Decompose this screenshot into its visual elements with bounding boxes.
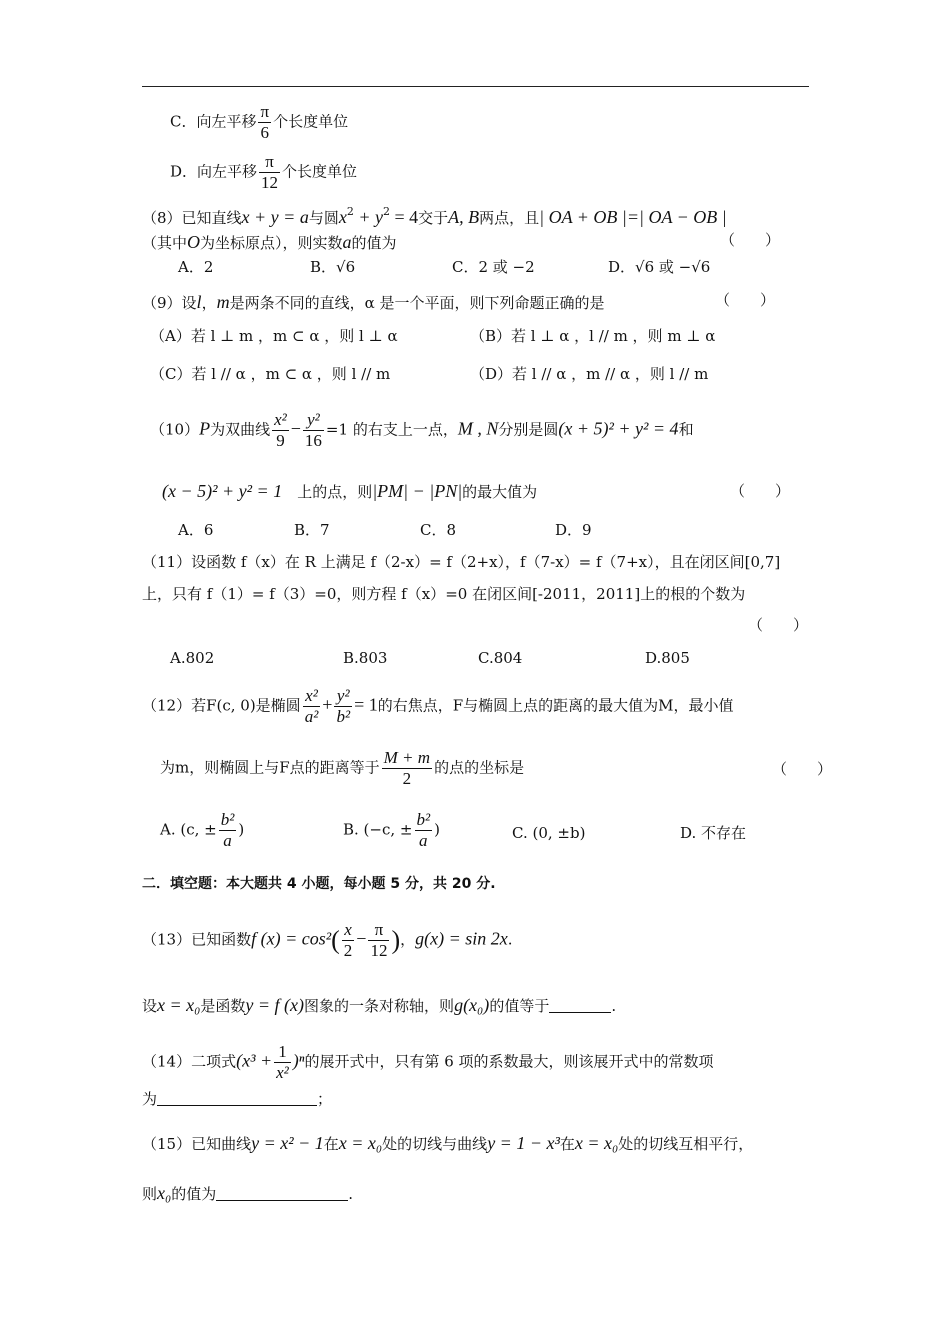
answer-paren: （ ） bbox=[720, 231, 781, 249]
answer-blank[interactable] bbox=[157, 1091, 317, 1106]
q13-line2: 设x = x₀是函数y = f (x)图象的一条对称轴，则g(x₀)的值等于 . bbox=[142, 995, 617, 1015]
q14-line1: （14）二项式(x³ + $\frac{1}{\text{x²}}$ )ⁿ的展开式中，只有第 6 项的系数最大，则该展开式中的常数项 bbox=[142, 1042, 714, 1082]
q9-option-d: （D）若 l // α ，m // α ，则 l // m bbox=[470, 365, 709, 383]
header-rule bbox=[142, 86, 809, 87]
q10-line2: (x − 5)² + y² = 1 上的点，则|PM| − |PN|的最大值为 bbox=[162, 481, 538, 501]
q8-option-c: C．2 或 −2 bbox=[452, 258, 535, 276]
q14-line2: 为 ； bbox=[142, 1090, 333, 1108]
fraction: $\frac{\pi}{12}$ bbox=[370, 920, 388, 960]
q10-option-c: C．8 bbox=[420, 521, 457, 539]
option-label: C．向左平移 bbox=[170, 112, 257, 131]
q8-line1: （8）已知直线x + y = a与圆$x^2 + y^2 = 4$交于A, B两点，且| OA + OB |=| OA − OB | bbox=[142, 205, 727, 227]
q12-line1: （12）若F(c, 0)是椭圆 $\frac{\text{x²}}{\text{a²}}$ + $\frac{\text{y²}}{\text{b²}}$ = 1的右焦点，F与椭圆上点的距离的最大值为M，最小值 bbox=[142, 686, 734, 726]
q9-option-a: （A）若 l ⊥ m ，m ⊂ α ，则 l ⊥ α bbox=[150, 327, 398, 345]
q9-stem: （9）设l，m是两条不同的直线，α 是一个平面，则下列命题正确的是 bbox=[142, 292, 605, 312]
vector-condition: | OA + OB |=| OA − OB | bbox=[539, 207, 727, 227]
fraction: $\frac{\text{y²}}{16}$ bbox=[304, 410, 322, 450]
q12-option-a: A. (c, ± $\frac{\text{b²}}{a}$ ) bbox=[160, 810, 245, 850]
q11-line1: （11）设函数 f（x）在 R 上满足 f（2-x）= f（2+x），f（7-x）= f（7+x），且在闭区间[0,7] bbox=[142, 553, 781, 571]
answer-blank[interactable] bbox=[216, 1186, 348, 1201]
fraction: $\frac{\pi}{12}$ bbox=[261, 152, 279, 192]
fraction: $\frac{\text{b²}}{a}$ bbox=[220, 810, 235, 850]
fraction: $\frac{M + m}{2}$ bbox=[383, 748, 431, 788]
q8-option-b: B．√6 bbox=[310, 258, 356, 276]
q9-option-c: （C）若 l // α ，m ⊂ α ，则 l // m bbox=[150, 365, 391, 383]
q8-option-a: A．2 bbox=[178, 258, 214, 276]
fraction: $\frac{\text{b²}}{a}$ bbox=[416, 810, 431, 850]
q10-option-a: A．6 bbox=[178, 521, 214, 539]
answer-paren: （ ） bbox=[730, 482, 791, 500]
q15-line1: （15）已知曲线y = x² − 1在x = x₀处的切线与曲线y = 1 − x³在x = x₀处的切线互相平行， bbox=[142, 1133, 754, 1153]
answer-paren: （ ） bbox=[748, 616, 809, 634]
fraction: $\frac{\pi}{6}$ bbox=[260, 102, 270, 142]
q11-option-d: D.805 bbox=[645, 649, 690, 667]
q10-option-b: B．7 bbox=[294, 521, 330, 539]
fraction: $\frac{1}{\text{x²}}$ bbox=[276, 1042, 289, 1082]
q12-option-c: C. (0, ±b) bbox=[512, 824, 586, 842]
q11-option-a: A.802 bbox=[170, 649, 215, 667]
q8-line2: （其中O为坐标原点），则实数a的值为 bbox=[142, 232, 397, 252]
section-heading: 二．填空题：本大题共 4 小题，每小题 5 分，共 20 分. bbox=[142, 876, 496, 892]
fraction: $\frac{\text{y²}}{\text{b²}}$ bbox=[336, 686, 351, 726]
q12-option-d: D. 不存在 bbox=[680, 824, 747, 842]
fraction: $\frac{\text{x²}}{\text{a²}}$ bbox=[304, 686, 319, 726]
q11-option-b: B.803 bbox=[343, 649, 388, 667]
q8-option-d: D．√6 或 −√6 bbox=[608, 258, 711, 276]
q7-option-d: D．向左平移 $\frac{\pi}{12}$ 个长度单位 bbox=[170, 152, 358, 192]
q7-option-c: C．向左平移 $\frac{\pi}{6}$ 个长度单位 bbox=[170, 102, 349, 142]
q11-option-c: C.804 bbox=[478, 649, 523, 667]
q12-line2: 为m，则椭圆上与F点的距离等于 $\frac{M + m}{2}$ 的点的坐标是 bbox=[160, 748, 525, 788]
answer-paren: （ ） bbox=[772, 760, 833, 778]
q12-option-b: B. (−c, ± $\frac{\text{b²}}{a}$ ) bbox=[343, 810, 440, 850]
q13-line1: （13）已知函数f (x) = cos²( $\frac{x}{2}$ − $\frac{\pi}{12}$ )，g(x) = sin 2x. bbox=[142, 920, 513, 960]
q15-line2: 则x₀的值为 . bbox=[142, 1183, 354, 1203]
q9-option-b: （B）若 l ⊥ α ，l // m ，则 m ⊥ α bbox=[470, 327, 716, 345]
fraction: $\frac{x}{2}$ bbox=[343, 920, 353, 960]
answer-paren: （ ） bbox=[715, 291, 776, 309]
q11-line2: 上，只有 f（1）= f（3）=0，则方程 f（x）=0 在闭区间[-2011，2011]上的根的个数为 bbox=[142, 585, 746, 603]
fraction: $\frac{\text{x²}}{9}$ bbox=[274, 410, 287, 450]
answer-blank[interactable] bbox=[549, 998, 611, 1013]
q10-option-d: D．9 bbox=[555, 521, 592, 539]
option-label: D．向左平移 bbox=[170, 162, 258, 181]
q10-line1: （10）P为双曲线 $\frac{\text{x²}}{9}$ − $\frac{\text{y²}}{16}$ =1 的右支上一点，M , N分别是圆(x + 5)² + y² = 4和 bbox=[150, 410, 694, 450]
